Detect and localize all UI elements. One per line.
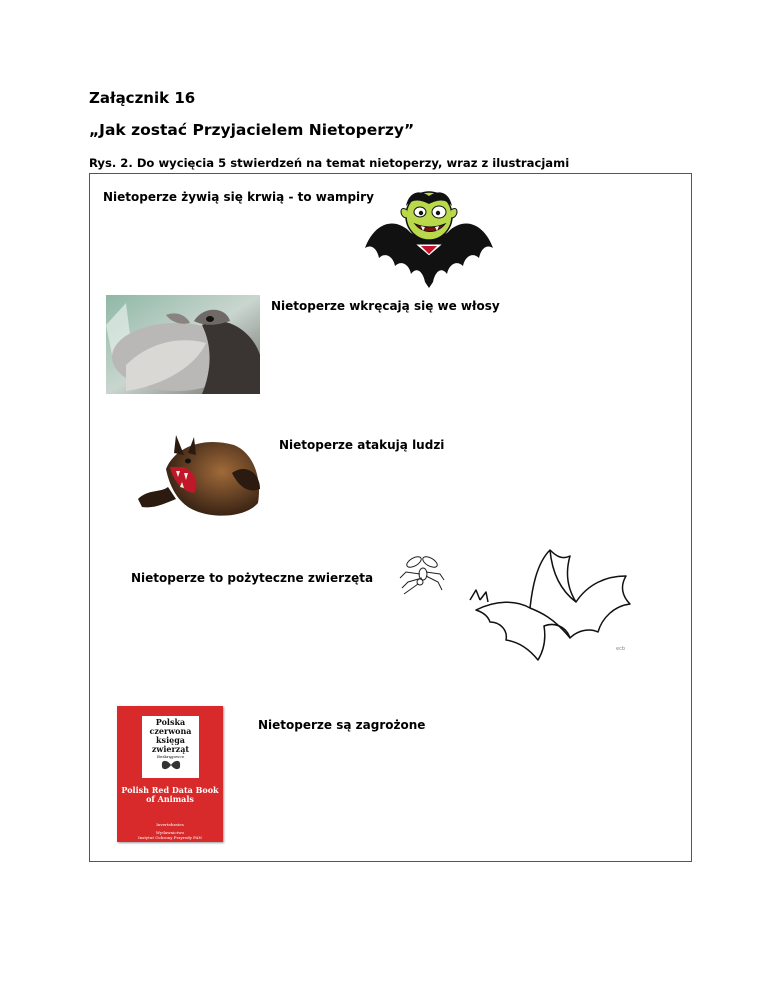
butterfly-icon xyxy=(160,759,182,771)
red-data-book-cover xyxy=(117,706,223,842)
statement-endangered: Nietoperze są zagrożone xyxy=(258,718,426,732)
cartoon-vampire-bat-illustration xyxy=(363,186,496,290)
book-subtitle-en: Invertebrates xyxy=(156,822,184,827)
statement-hair: Nietoperze wkręcają się we włosy xyxy=(271,299,500,313)
drawing-mark: ecb xyxy=(616,646,625,652)
statement-useful: Nietoperze to pożyteczne zwierzęta xyxy=(131,571,374,585)
mosquito-icon xyxy=(396,552,446,596)
book-title-pl: Polska czerwona księga zwierząt xyxy=(149,717,192,754)
statement-vampires: Nietoperze żywią się krwią - to wampiry xyxy=(103,190,374,204)
book-title-en: Polish Red Data Book of Animals xyxy=(121,785,219,804)
book-publisher-line1: Wydawnictwo xyxy=(155,830,185,835)
bat-outline-drawing-icon xyxy=(466,542,634,662)
statement-attack: Nietoperze atakują ludzi xyxy=(279,438,445,452)
figure-caption: Rys. 2. Do wycięcia 5 stwierdzeń na temat nietoperzy, wraz z ilustracjami xyxy=(89,156,570,170)
book-publisher-line2: Instytut Ochrony Przyrody PAN xyxy=(138,835,202,840)
attachment-title: Załącznik 16 xyxy=(89,89,196,107)
cutout-frame xyxy=(89,173,692,862)
document-subtitle: „Jak zostać Przyjacielem Nietoperzy” xyxy=(89,121,415,139)
bat-photo-illustration xyxy=(106,295,260,394)
book-subtitle-pl: Bezkręgowce xyxy=(156,754,185,759)
book-title-plate xyxy=(142,716,199,778)
bat-open-mouth-photo-illustration xyxy=(136,433,262,519)
